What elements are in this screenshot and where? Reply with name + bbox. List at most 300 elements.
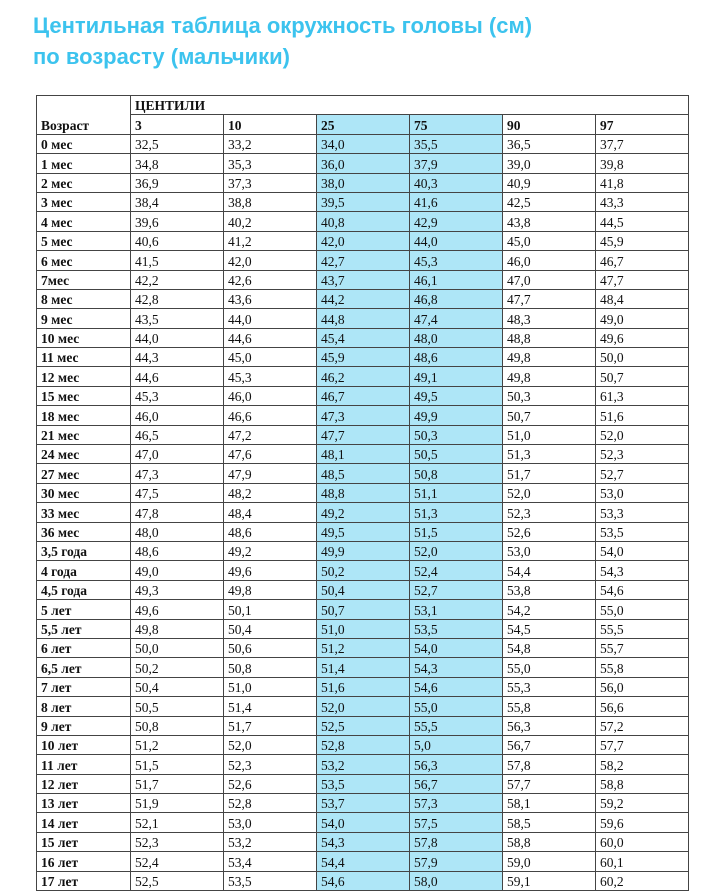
value-cell: 49,6 — [224, 561, 317, 580]
value-cell: 44,3 — [131, 348, 224, 367]
value-cell: 44,6 — [131, 367, 224, 386]
value-cell: 48,4 — [224, 503, 317, 522]
value-cell: 41,5 — [131, 251, 224, 270]
value-cell: 52,3 — [596, 445, 689, 464]
value-cell: 57,7 — [596, 735, 689, 754]
table-header-row — [37, 96, 689, 115]
table-row — [37, 832, 689, 851]
age-cell: 3,5 года — [37, 541, 131, 560]
value-cell: 52,4 — [410, 561, 503, 580]
value-cell: 40,6 — [131, 231, 224, 250]
value-cell: 41,8 — [596, 173, 689, 192]
value-cell: 52,6 — [224, 774, 317, 793]
value-cell: 34,0 — [317, 134, 410, 153]
value-cell: 49,8 — [503, 367, 596, 386]
value-cell: 50,3 — [503, 386, 596, 405]
value-cell: 50,4 — [224, 619, 317, 638]
value-cell: 55,0 — [596, 600, 689, 619]
table-row — [37, 348, 689, 367]
value-cell: 50,4 — [317, 580, 410, 599]
age-cell: 17 лет — [37, 871, 131, 890]
value-cell: 54,0 — [317, 813, 410, 832]
age-column-header: Возраст — [37, 96, 131, 135]
value-cell: 51,0 — [224, 677, 317, 696]
value-cell: 47,3 — [131, 464, 224, 483]
value-cell: 53,0 — [503, 541, 596, 560]
value-cell: 50,3 — [410, 425, 503, 444]
table-row — [37, 503, 689, 522]
table-row — [37, 813, 689, 832]
value-cell: 49,5 — [410, 386, 503, 405]
value-cell: 37,7 — [596, 134, 689, 153]
value-cell: 52,7 — [596, 464, 689, 483]
table-row — [37, 735, 689, 754]
age-cell: 6 лет — [37, 638, 131, 657]
age-cell: 10 лет — [37, 735, 131, 754]
value-cell: 46,1 — [410, 270, 503, 289]
value-cell: 52,3 — [224, 755, 317, 774]
value-cell: 35,5 — [410, 134, 503, 153]
value-cell: 49,8 — [224, 580, 317, 599]
value-cell: 49,0 — [596, 309, 689, 328]
age-cell: 9 лет — [37, 716, 131, 735]
table-row — [37, 619, 689, 638]
value-cell: 52,8 — [224, 794, 317, 813]
value-cell: 50,8 — [410, 464, 503, 483]
value-cell: 48,6 — [224, 522, 317, 541]
value-cell: 44,6 — [224, 328, 317, 347]
value-cell: 52,5 — [131, 871, 224, 890]
value-cell: 50,5 — [410, 445, 503, 464]
value-cell: 51,6 — [596, 406, 689, 425]
value-cell: 49,2 — [317, 503, 410, 522]
table-row — [37, 561, 689, 580]
value-cell: 50,6 — [224, 638, 317, 657]
value-cell: 55,7 — [596, 638, 689, 657]
value-cell: 53,0 — [224, 813, 317, 832]
value-cell: 39,0 — [503, 154, 596, 173]
value-cell: 59,6 — [596, 813, 689, 832]
age-cell: 13 лет — [37, 794, 131, 813]
centile-table — [36, 95, 689, 891]
table-row — [37, 192, 689, 211]
age-cell: 15 мес — [37, 386, 131, 405]
value-cell: 48,6 — [131, 541, 224, 560]
table-row — [37, 445, 689, 464]
age-cell: 8 лет — [37, 697, 131, 716]
value-cell: 54,3 — [596, 561, 689, 580]
value-cell: 52,7 — [410, 580, 503, 599]
value-cell: 39,5 — [317, 192, 410, 211]
value-cell: 52,1 — [131, 813, 224, 832]
value-cell: 55,3 — [503, 677, 596, 696]
value-cell: 40,8 — [317, 212, 410, 231]
value-cell: 53,5 — [317, 774, 410, 793]
value-cell: 50,7 — [503, 406, 596, 425]
value-cell: 42,8 — [131, 289, 224, 308]
value-cell: 53,7 — [317, 794, 410, 813]
age-cell: 24 мес — [37, 445, 131, 464]
value-cell: 50,1 — [224, 600, 317, 619]
value-cell: 47,5 — [131, 483, 224, 502]
age-cell: 4 года — [37, 561, 131, 580]
value-cell: 61,3 — [596, 386, 689, 405]
value-cell: 58,8 — [503, 832, 596, 851]
value-cell: 48,8 — [317, 483, 410, 502]
value-cell: 5,0 — [410, 735, 503, 754]
value-cell: 58,5 — [503, 813, 596, 832]
table-row — [37, 289, 689, 308]
table-row — [37, 483, 689, 502]
value-cell: 43,8 — [503, 212, 596, 231]
value-cell: 42,7 — [317, 251, 410, 270]
table-row — [37, 677, 689, 696]
value-cell: 57,2 — [596, 716, 689, 735]
value-cell: 39,8 — [596, 154, 689, 173]
age-cell: 11 лет — [37, 755, 131, 774]
value-cell: 45,0 — [503, 231, 596, 250]
value-cell: 51,0 — [503, 425, 596, 444]
value-cell: 56,3 — [410, 755, 503, 774]
age-cell: 5 лет — [37, 600, 131, 619]
value-cell: 52,0 — [317, 697, 410, 716]
value-cell: 51,5 — [131, 755, 224, 774]
age-cell: 14 лет — [37, 813, 131, 832]
value-cell: 43,3 — [596, 192, 689, 211]
table-row — [37, 328, 689, 347]
value-cell: 57,8 — [410, 832, 503, 851]
age-cell: 1 мес — [37, 154, 131, 173]
value-cell: 51,4 — [224, 697, 317, 716]
value-cell: 50,2 — [131, 658, 224, 677]
title-line-2: по возрасту (мальчики) — [33, 44, 291, 69]
value-cell: 33,2 — [224, 134, 317, 153]
value-cell: 54,6 — [596, 580, 689, 599]
age-cell: 10 мес — [37, 328, 131, 347]
value-cell: 50,0 — [596, 348, 689, 367]
value-cell: 57,5 — [410, 813, 503, 832]
table-row — [37, 134, 689, 153]
value-cell: 47,3 — [317, 406, 410, 425]
value-cell: 55,5 — [596, 619, 689, 638]
table-row — [37, 580, 689, 599]
value-cell: 47,6 — [224, 445, 317, 464]
value-cell: 52,0 — [596, 425, 689, 444]
value-cell: 59,1 — [503, 871, 596, 890]
value-cell: 50,7 — [317, 600, 410, 619]
value-cell: 38,4 — [131, 192, 224, 211]
value-cell: 50,8 — [131, 716, 224, 735]
table-row — [37, 852, 689, 871]
value-cell: 58,1 — [503, 794, 596, 813]
table-row — [37, 794, 689, 813]
value-cell: 46,7 — [317, 386, 410, 405]
table-row — [37, 658, 689, 677]
table-row — [37, 231, 689, 250]
value-cell: 46,6 — [224, 406, 317, 425]
value-cell: 48,1 — [317, 445, 410, 464]
value-cell: 49,6 — [596, 328, 689, 347]
value-cell: 34,8 — [131, 154, 224, 173]
age-cell: 36 мес — [37, 522, 131, 541]
value-cell: 54,3 — [410, 658, 503, 677]
value-cell: 53,0 — [596, 483, 689, 502]
value-cell: 58,8 — [596, 774, 689, 793]
table-row — [37, 600, 689, 619]
age-cell: 2 мес — [37, 173, 131, 192]
value-cell: 53,5 — [596, 522, 689, 541]
age-cell: 6,5 лет — [37, 658, 131, 677]
value-cell: 47,2 — [224, 425, 317, 444]
value-cell: 47,9 — [224, 464, 317, 483]
value-cell: 47,0 — [131, 445, 224, 464]
value-cell: 53,4 — [224, 852, 317, 871]
value-cell: 48,0 — [131, 522, 224, 541]
value-cell: 51,0 — [317, 619, 410, 638]
value-cell: 50,2 — [317, 561, 410, 580]
value-cell: 46,8 — [410, 289, 503, 308]
value-cell: 49,9 — [317, 541, 410, 560]
value-cell: 38,8 — [224, 192, 317, 211]
value-cell: 59,2 — [596, 794, 689, 813]
age-cell: 21 мес — [37, 425, 131, 444]
value-cell: 55,8 — [596, 658, 689, 677]
value-cell: 45,4 — [317, 328, 410, 347]
value-cell: 53,1 — [410, 600, 503, 619]
age-cell: 0 мес — [37, 134, 131, 153]
table-row — [37, 367, 689, 386]
centile-column-header: 97 — [596, 115, 689, 134]
value-cell: 52,5 — [317, 716, 410, 735]
age-cell: 8 мес — [37, 289, 131, 308]
table-row — [37, 755, 689, 774]
value-cell: 51,5 — [410, 522, 503, 541]
value-cell: 51,6 — [317, 677, 410, 696]
value-cell: 47,0 — [503, 270, 596, 289]
value-cell: 54,6 — [317, 871, 410, 890]
value-cell: 51,1 — [410, 483, 503, 502]
value-cell: 48,2 — [224, 483, 317, 502]
age-cell: 5 мес — [37, 231, 131, 250]
age-cell: 16 лет — [37, 852, 131, 871]
value-cell: 45,3 — [224, 367, 317, 386]
age-cell: 4 мес — [37, 212, 131, 231]
value-cell: 52,8 — [317, 735, 410, 754]
value-cell: 59,0 — [503, 852, 596, 871]
table-row — [37, 638, 689, 657]
table-row — [37, 871, 689, 890]
value-cell: 50,8 — [224, 658, 317, 677]
value-cell: 56,6 — [596, 697, 689, 716]
value-cell: 43,7 — [317, 270, 410, 289]
value-cell: 51,3 — [410, 503, 503, 522]
value-cell: 57,8 — [503, 755, 596, 774]
value-cell: 53,2 — [224, 832, 317, 851]
centile-column-header: 3 — [131, 115, 224, 134]
value-cell: 54,0 — [596, 541, 689, 560]
age-cell: 12 лет — [37, 774, 131, 793]
value-cell: 52,3 — [131, 832, 224, 851]
centile-columns-row — [37, 115, 689, 134]
value-cell: 50,0 — [131, 638, 224, 657]
table-row — [37, 386, 689, 405]
title-line-1: Центильная таблица окружность головы (см) — [33, 13, 533, 38]
value-cell: 42,0 — [224, 251, 317, 270]
age-cell: 18 мес — [37, 406, 131, 425]
table-row — [37, 212, 689, 231]
value-cell: 57,7 — [503, 774, 596, 793]
value-cell: 44,8 — [317, 309, 410, 328]
centile-column-header: 10 — [224, 115, 317, 134]
value-cell: 48,3 — [503, 309, 596, 328]
value-cell: 49,8 — [131, 619, 224, 638]
value-cell: 52,0 — [503, 483, 596, 502]
value-cell: 48,0 — [410, 328, 503, 347]
value-cell: 49,3 — [131, 580, 224, 599]
age-cell: 15 лет — [37, 832, 131, 851]
value-cell: 55,5 — [410, 716, 503, 735]
page-title — [33, 10, 532, 72]
value-cell: 54,4 — [503, 561, 596, 580]
value-cell: 57,3 — [410, 794, 503, 813]
value-cell: 47,7 — [596, 270, 689, 289]
value-cell: 56,0 — [596, 677, 689, 696]
centile-column-header: 90 — [503, 115, 596, 134]
value-cell: 54,8 — [503, 638, 596, 657]
table-row — [37, 697, 689, 716]
value-cell: 52,6 — [503, 522, 596, 541]
table-row — [37, 522, 689, 541]
value-cell: 54,4 — [317, 852, 410, 871]
value-cell: 40,2 — [224, 212, 317, 231]
value-cell: 47,4 — [410, 309, 503, 328]
value-cell: 48,4 — [596, 289, 689, 308]
age-cell: 6 мес — [37, 251, 131, 270]
value-cell: 48,5 — [317, 464, 410, 483]
value-cell: 41,2 — [224, 231, 317, 250]
centile-column-header: 25 — [317, 115, 410, 134]
age-cell: 9 мес — [37, 309, 131, 328]
value-cell: 41,6 — [410, 192, 503, 211]
value-cell: 46,2 — [317, 367, 410, 386]
value-cell: 49,5 — [317, 522, 410, 541]
value-cell: 52,0 — [224, 735, 317, 754]
value-cell: 47,7 — [503, 289, 596, 308]
value-cell: 51,2 — [317, 638, 410, 657]
value-cell: 43,6 — [224, 289, 317, 308]
value-cell: 45,3 — [131, 386, 224, 405]
value-cell: 60,1 — [596, 852, 689, 871]
value-cell: 54,3 — [317, 832, 410, 851]
value-cell: 36,5 — [503, 134, 596, 153]
age-cell: 3 мес — [37, 192, 131, 211]
value-cell: 49,9 — [410, 406, 503, 425]
value-cell: 45,0 — [224, 348, 317, 367]
age-cell: 30 мес — [37, 483, 131, 502]
value-cell: 51,3 — [503, 445, 596, 464]
value-cell: 40,9 — [503, 173, 596, 192]
value-cell: 60,2 — [596, 871, 689, 890]
table-body — [37, 134, 689, 890]
value-cell: 51,7 — [503, 464, 596, 483]
age-cell: 4,5 года — [37, 580, 131, 599]
value-cell: 45,9 — [317, 348, 410, 367]
value-cell: 52,0 — [410, 541, 503, 560]
value-cell: 58,0 — [410, 871, 503, 890]
value-cell: 54,2 — [503, 600, 596, 619]
value-cell: 46,0 — [503, 251, 596, 270]
value-cell: 53,8 — [503, 580, 596, 599]
value-cell: 55,8 — [503, 697, 596, 716]
value-cell: 44,0 — [224, 309, 317, 328]
value-cell: 42,2 — [131, 270, 224, 289]
value-cell: 51,4 — [317, 658, 410, 677]
value-cell: 60,0 — [596, 832, 689, 851]
value-cell: 56,7 — [410, 774, 503, 793]
value-cell: 42,0 — [317, 231, 410, 250]
value-cell: 54,0 — [410, 638, 503, 657]
value-cell: 51,9 — [131, 794, 224, 813]
table-row — [37, 541, 689, 560]
table-row — [37, 425, 689, 444]
table-row — [37, 464, 689, 483]
value-cell: 42,6 — [224, 270, 317, 289]
value-cell: 45,9 — [596, 231, 689, 250]
value-cell: 55,0 — [410, 697, 503, 716]
value-cell: 44,5 — [596, 212, 689, 231]
value-cell: 46,0 — [224, 386, 317, 405]
value-cell: 47,7 — [317, 425, 410, 444]
value-cell: 52,3 — [503, 503, 596, 522]
value-cell: 49,2 — [224, 541, 317, 560]
value-cell: 51,7 — [131, 774, 224, 793]
value-cell: 53,5 — [224, 871, 317, 890]
value-cell: 35,3 — [224, 154, 317, 173]
value-cell: 42,9 — [410, 212, 503, 231]
value-cell: 32,5 — [131, 134, 224, 153]
value-cell: 51,2 — [131, 735, 224, 754]
value-cell: 37,9 — [410, 154, 503, 173]
table-row — [37, 154, 689, 173]
table-row — [37, 716, 689, 735]
value-cell: 39,6 — [131, 212, 224, 231]
value-cell: 38,0 — [317, 173, 410, 192]
value-cell: 36,9 — [131, 173, 224, 192]
value-cell: 49,8 — [503, 348, 596, 367]
table-row — [37, 774, 689, 793]
value-cell: 53,5 — [410, 619, 503, 638]
table-row — [37, 251, 689, 270]
value-cell: 44,0 — [131, 328, 224, 347]
value-cell: 46,5 — [131, 425, 224, 444]
value-cell: 56,3 — [503, 716, 596, 735]
value-cell: 45,3 — [410, 251, 503, 270]
value-cell: 53,2 — [317, 755, 410, 774]
value-cell: 58,2 — [596, 755, 689, 774]
value-cell: 49,0 — [131, 561, 224, 580]
value-cell: 47,8 — [131, 503, 224, 522]
centiles-group-header: ЦЕНТИЛИ — [131, 96, 689, 115]
age-cell: 33 мес — [37, 503, 131, 522]
value-cell: 44,2 — [317, 289, 410, 308]
value-cell: 53,3 — [596, 503, 689, 522]
value-cell: 48,6 — [410, 348, 503, 367]
value-cell: 50,7 — [596, 367, 689, 386]
age-cell: 27 мес — [37, 464, 131, 483]
value-cell: 36,0 — [317, 154, 410, 173]
value-cell: 49,1 — [410, 367, 503, 386]
value-cell: 44,0 — [410, 231, 503, 250]
